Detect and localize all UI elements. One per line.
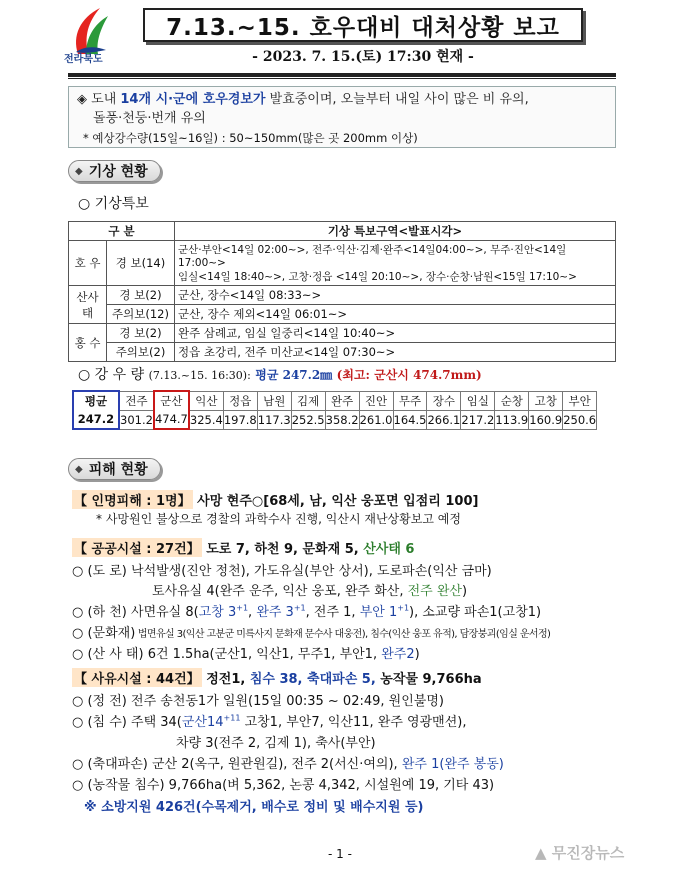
- org-name: 전라북도: [64, 54, 103, 65]
- table-cell: 주의보(2): [107, 343, 175, 362]
- summary-text: 도내: [91, 92, 121, 107]
- wall-wanju: 완주 1(완주 봉동): [401, 757, 504, 772]
- landslide-line: [72, 643, 420, 662]
- rainfall-region-header: 부안: [563, 391, 597, 410]
- table-cell: 정읍 초강리, 전주 미산교<14일 07:30~>: [175, 343, 616, 362]
- table-cell-line: 임실<14일 18:40~>, 고창·정읍 <14일 20:10~>, 장수·순창·남원<15일 17:10~>: [178, 271, 577, 283]
- diamond-bullet-icon: ◈: [77, 92, 87, 107]
- rainfall-region-value: 358.2: [325, 410, 359, 429]
- section-title: 피해 현황: [88, 462, 148, 478]
- road-desc-2-end: ): [461, 584, 468, 599]
- flood-desc: 주택 34(: [126, 715, 182, 730]
- report-title: 7.13.~15. 호우대비 대처상황 보고: [143, 8, 583, 42]
- river-buan: 부안 1: [359, 605, 398, 620]
- private-facility-highlight: 침수 38, 축대파손 5,: [249, 672, 376, 687]
- rainfall-region-header: 무주: [393, 391, 427, 410]
- rainfall-region-header: 진안: [359, 391, 393, 410]
- culture-desc: 법면유실 3(익산 고분군 미륵사지 문화재 문수사 대웅전), 침수(익산 웅포 유적), 담장붕괴(임실 운서정): [135, 629, 551, 640]
- flood-line-2: 차량 3(전주 2, 김제 1), 축사(부안): [176, 736, 376, 751]
- table-cell-line: 군산·부안<14일 02:00~>, 전주·익산·김제·완주<14일04:00~>, 무주·진안<14일 17:00~>: [178, 244, 567, 269]
- rainfall-label: ○ 강 우 량: [78, 367, 145, 383]
- rainfall-region-value: 252.5: [291, 410, 325, 429]
- table-cell: 경 보(14): [107, 241, 175, 286]
- rainfall-region-header: 정읍: [223, 391, 257, 410]
- river-gochang: 고창 3: [198, 605, 237, 620]
- private-facility-label: 【 사유시설 : 44건】: [72, 668, 202, 687]
- rainfall-table: [72, 390, 597, 430]
- fire-support-line: ※ 소방지원 426건(수목제거, 배수로 정비 및 배수지원 등): [84, 800, 424, 815]
- rainfall-region-header: 전주: [119, 391, 154, 410]
- human-damage-line: [72, 490, 478, 509]
- watermark: [535, 842, 624, 863]
- report-date: - 2023. 7. 15.(토) 17:30 현재 -: [252, 49, 474, 65]
- rainfall-region-header: 임실: [461, 391, 495, 410]
- culture-line: [72, 622, 550, 641]
- table-row: [69, 305, 616, 324]
- flood-label: ○ (침 수): [72, 715, 127, 730]
- river-gochang-sup: +1: [236, 603, 249, 613]
- table-cell: [175, 241, 616, 286]
- table-cell: 군산, 장수<14일 08:33~>: [175, 286, 616, 305]
- private-facility-line: [72, 668, 482, 687]
- wall-line: [72, 753, 504, 772]
- human-damage-label: 【 인명피해 : 1명】: [72, 490, 193, 509]
- rainfall-region-value: 325.4: [189, 410, 223, 429]
- crop-line: [72, 774, 494, 793]
- table-cell: 산사태: [69, 286, 107, 324]
- table-cell: 완주 삼례교, 임실 일중리<14일 10:40~>: [175, 324, 616, 343]
- flood-line: [72, 711, 466, 730]
- flood-gunsan: 군산14: [181, 715, 224, 730]
- crop-label: ○ (농작물 침수): [72, 778, 165, 793]
- rainfall-value-row: [73, 410, 597, 429]
- table-cell: 주의보(12): [107, 305, 175, 324]
- human-damage-note: * 사망원인 불상으로 경찰의 과학수사 진행, 익산시 재난상황보고 예정: [96, 512, 461, 526]
- summary-text: 발효중이며, 오늘부터 내일 사이 많은 비 유의,: [265, 92, 529, 107]
- table-cell: 홍 수: [69, 324, 107, 362]
- watermark-logo-icon: ▲: [535, 844, 547, 862]
- outage-line: [72, 690, 444, 709]
- river-desc-end: ), 소교량 파손1(고창1): [409, 605, 542, 620]
- rainfall-region-value: 164.5: [393, 410, 427, 429]
- rainfall-region-value: 474.7: [154, 410, 189, 429]
- header-divider-thin: [68, 78, 616, 79]
- table-row: [69, 324, 616, 343]
- road-line-2: [152, 580, 467, 599]
- pill-bullet-icon: ◆: [75, 463, 83, 475]
- rainfall-region-header: 김제: [291, 391, 325, 410]
- public-facility-line: [72, 538, 414, 557]
- rainfall-region-header: 고창: [529, 391, 563, 410]
- warning-table: [68, 221, 616, 362]
- road-desc: 낙석발생(진안 정천), 가도유실(부안 상서), 도로파손(익산 금마): [126, 564, 492, 579]
- river-buan-sup: +1: [397, 603, 410, 613]
- outage-label: ○ (정 전): [72, 694, 127, 709]
- rainfall-region-value: 113.9: [495, 410, 529, 429]
- public-facility-label: 【 공공시설 : 27건】: [72, 538, 202, 557]
- table-header: 기상 특보구역<발표시각>: [175, 222, 616, 241]
- wall-desc: 군산 2(옥구, 원관원길), 전주 2(서신·여의),: [147, 757, 402, 772]
- weather-warning-heading: ○ 기상특보: [78, 196, 149, 212]
- private-facility-crop: 농작물 9,766ha: [375, 672, 482, 687]
- private-facility-desc: 정전1,: [201, 672, 250, 687]
- landslide-wanju: 완주2: [381, 647, 415, 662]
- section-weather: [68, 160, 161, 182]
- table-row: [69, 241, 616, 286]
- summary-highlight: 14개 시·군에 호우경보가: [120, 92, 266, 107]
- rainfall-region-header: 익산: [189, 391, 223, 410]
- outage-desc: 전주 송천동1가 일원(15일 00:35 ~ 02:49, 원인불명): [126, 694, 444, 709]
- table-cell: 경 보(2): [107, 324, 175, 343]
- watermark-text: 무진장뉴스: [551, 844, 625, 862]
- rainfall-region-value: 261.0: [359, 410, 393, 429]
- crop-desc: 9,766ha(벼 5,362, 논콩 4,342, 시설원예 19, 기타 43): [164, 778, 495, 793]
- rainfall-region-value: 197.8: [223, 410, 257, 429]
- summary-line: [77, 90, 607, 128]
- public-facility-landslide: 산사태 6: [363, 542, 415, 557]
- road-line: [72, 560, 492, 579]
- human-damage-desc: 사망 현주○[68세, 남, 익산 웅포면 입점리 100]: [192, 494, 479, 509]
- rainfall-avg-header: 평균: [73, 391, 119, 410]
- expected-rainfall: * 예상강수량(15일~16일) : 50~150mm(많은 곳 200mm 이상): [83, 131, 418, 145]
- rainfall-region-value: 117.3: [257, 410, 291, 429]
- road-label: ○ (도 로): [72, 564, 127, 579]
- rainfall-period: (7.13.~15. 16:30):: [148, 369, 251, 382]
- river-label: ○ (하 천): [72, 605, 127, 620]
- rainfall-region-value: 250.6: [563, 410, 597, 429]
- rainfall-avg-value: 247.2: [73, 410, 119, 429]
- culture-label: ○ (문화재): [72, 626, 136, 641]
- rainfall-region-header: 군산: [154, 391, 189, 410]
- river-sep: , 전주 1,: [305, 605, 360, 620]
- wall-label: ○ (축대파손): [72, 757, 148, 772]
- rainfall-region-header: 남원: [257, 391, 291, 410]
- river-sep: ,: [248, 605, 257, 620]
- table-row: [69, 343, 616, 362]
- rainfall-region-value: 266.1: [427, 410, 461, 429]
- table-row: [69, 286, 616, 305]
- landslide-label: ○ (산 사 태): [72, 647, 144, 662]
- river-desc: 사면유실 8(: [126, 605, 199, 620]
- rainfall-max: (최고: 군산시 474.7mm): [336, 368, 482, 382]
- summary-box: [68, 86, 616, 148]
- rainfall-average: 평균 247.2㎜: [255, 368, 333, 382]
- flood-desc-end: 고창1, 부안7, 익산11, 완주 영광맨션),: [240, 715, 467, 730]
- rainfall-header-row: [73, 391, 597, 410]
- landslide-desc: 6건 1.5ha(군산1, 익산1, 무주1, 부안1,: [143, 647, 382, 662]
- section-title: 기상 현황: [88, 164, 148, 180]
- rainfall-region-value: 217.2: [461, 410, 495, 429]
- road-desc-2-highlight: 전주 완산: [407, 584, 462, 599]
- table-cell: 경 보(2): [107, 286, 175, 305]
- rainfall-region-header: 완주: [325, 391, 359, 410]
- rainfall-heading: [78, 364, 482, 384]
- header-divider: [68, 73, 616, 77]
- rainfall-region-header: 장수: [427, 391, 461, 410]
- rainfall-region-value: 160.9: [529, 410, 563, 429]
- public-facility-desc: 도로 7, 하천 9, 문화재 5,: [201, 542, 364, 557]
- table-cell: 호 우: [69, 241, 107, 286]
- table-cell: 군산, 장수 제외<14일 06:01~>: [175, 305, 616, 324]
- river-line: [72, 601, 541, 620]
- page-number: - 1 -: [328, 847, 352, 861]
- landslide-end: ): [414, 647, 420, 662]
- flood-gunsan-sup: +11: [223, 713, 241, 723]
- road-desc-2: 토사유실 4(완주 운주, 익산 웅포, 완주 화산,: [152, 584, 408, 599]
- pill-bullet-icon: ◆: [75, 165, 83, 177]
- rainfall-region-value: 301.2: [119, 410, 154, 429]
- rainfall-region-header: 순창: [495, 391, 529, 410]
- summary-text-line2: 돌풍·천둥·번개 유의: [93, 111, 206, 126]
- river-wanju-sup: +1: [293, 603, 306, 613]
- section-damage: [68, 458, 161, 480]
- river-wanju: 완주 3: [256, 605, 294, 620]
- table-header: 구 분: [69, 222, 175, 241]
